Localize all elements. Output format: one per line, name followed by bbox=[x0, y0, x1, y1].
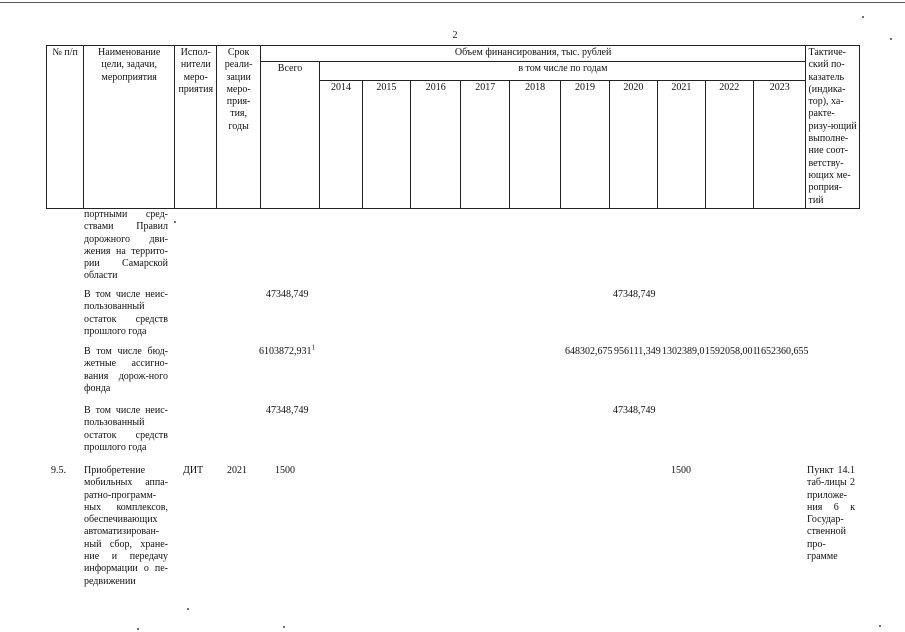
header-year-2019: 2019 bbox=[561, 80, 609, 208]
scan-speck bbox=[890, 38, 892, 40]
row-name-mobile-complexes: Приобретение мобильных аппа-ратно-программ-ных комплексов, обеспечивающих автоматизирован-ный сбор, хране-ние и передачу информации о пе-редвижении bbox=[84, 465, 168, 587]
header-year-2021: 2021 bbox=[658, 80, 705, 208]
header-year-2023: 2023 bbox=[753, 80, 806, 208]
scan-speck bbox=[879, 625, 881, 627]
scan-speck bbox=[174, 221, 176, 223]
row-name-continued: портными сред-ствами Правил дорожного дви-жения на террито-рии Самарской области bbox=[84, 209, 168, 282]
row-2020-unused-balance: 47348,749 bbox=[613, 289, 656, 300]
row-2020-road-fund: 956111,349 bbox=[614, 346, 661, 357]
header-year-2018: 2018 bbox=[509, 80, 560, 208]
header-cell-name: Наименование цели, задачи, мероприятия bbox=[84, 46, 175, 209]
row-2022-road-fund: 1592058,001 bbox=[705, 346, 758, 357]
row-2019-road-fund: 648302,675 bbox=[565, 346, 613, 357]
header-cell-number: № п/п bbox=[47, 46, 84, 209]
row-name-unused-balance: В том числе неис-пользованный остаток средств прошлого года bbox=[84, 289, 168, 337]
header-year-2015: 2015 bbox=[362, 80, 410, 208]
header-year-2022: 2022 bbox=[705, 80, 753, 208]
header-year-2016: 2016 bbox=[411, 80, 461, 208]
header-year-2014: 2014 bbox=[320, 80, 362, 208]
row-2023-road-fund: 1652360,655 bbox=[756, 346, 809, 357]
row-total-road-fund: 6103872,931$^1$ bbox=[259, 343, 315, 357]
header-cell-indicator: Тактиче-ский по-казатель (индика-тор), ха-ракте-ризу-ющий выполне-ние соот-ветству-ющих ме-роприя-тий bbox=[806, 46, 860, 209]
row-2021-road-fund: 1302389,0 bbox=[662, 346, 705, 357]
top-border-line bbox=[0, 2, 905, 3]
row-executor-dit: ДИТ bbox=[183, 465, 204, 476]
header-cell-executors: Испол-нители меро-приятия bbox=[175, 46, 217, 209]
scan-speck bbox=[283, 626, 285, 628]
row-2021-mobile: 1500 bbox=[671, 465, 691, 476]
row-name-road-fund: В том числе бюд-жетные ассигно-вания дорож-ного фонда bbox=[84, 346, 168, 394]
scan-speck bbox=[862, 16, 864, 18]
page-number: 2 bbox=[452, 30, 458, 41]
row-2020-unused-balance-2: 47348,749 bbox=[613, 405, 656, 416]
row-term-2021: 2021 bbox=[227, 465, 247, 476]
row-number-9-5: 9.5. bbox=[51, 465, 66, 476]
header-cell-by-years: в том числе по годам bbox=[320, 62, 806, 81]
scan-speck bbox=[137, 628, 139, 630]
table-header bbox=[46, 45, 860, 209]
row-total-unused-balance-2: 47348,749 bbox=[266, 405, 309, 416]
row-total-unused-balance: 47348,749 bbox=[266, 289, 309, 300]
row-name-unused-balance-2: В том числе неис-пользованный остаток средств прошлого года bbox=[84, 405, 168, 453]
row-indicator-mobile: Пункт 14.1 таб-лицы 2 приложе-ния 6 к Государ-ственной про-грамме bbox=[807, 465, 855, 563]
header-year-2017: 2017 bbox=[461, 80, 509, 208]
header-cell-funding: Объем финансирования, тыс. рублей bbox=[260, 46, 806, 62]
scan-speck bbox=[187, 608, 189, 610]
row-total-mobile: 1500 bbox=[275, 465, 295, 476]
header-year-2020: 2020 bbox=[609, 80, 657, 208]
header-cell-total: Всего bbox=[260, 62, 320, 209]
header-cell-term: Срок реали-зации меро-прия-тия, годы bbox=[217, 46, 260, 209]
